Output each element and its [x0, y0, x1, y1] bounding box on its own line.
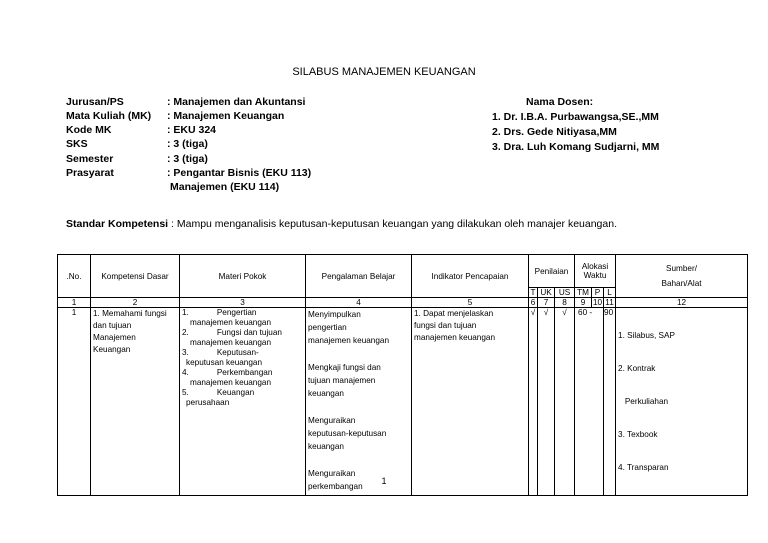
col-number: 5	[412, 298, 529, 308]
row-us-check: √	[555, 308, 575, 496]
syllabus-table	[57, 254, 748, 496]
row-materi: 1. Pengertian manajemen keuangan 2. Fungsi dan tujuan manajemen keuangan 3. Keputusan- keputusan keuangan 4. Perkembangan manajemen keuangan 5. Keuangan perusahaan	[180, 308, 306, 496]
col-number: 11	[605, 298, 614, 307]
row-p: 90	[604, 308, 616, 496]
course-info	[66, 95, 366, 205]
meta-row: Jurusan/PS : Manajemen dan Akuntansi	[66, 96, 306, 108]
header-sumber: Sumber/ Bahan/Alat	[616, 255, 748, 298]
col-number: 2	[91, 298, 180, 308]
subheader-us: US	[555, 288, 575, 298]
subheader-tm: TM	[575, 288, 592, 298]
header-no: .No.	[58, 255, 91, 298]
header-materi: Materi Pokok	[180, 255, 306, 298]
col-number: 12	[616, 298, 748, 308]
materi-item: 2. Fungsi dan tujuan	[182, 328, 282, 337]
col-number: 1	[58, 298, 91, 308]
competency-text: : Mampu menganalisis keputusan-keputusan keuangan yang dilakukan oleh manajer keuangan.	[168, 218, 617, 230]
col-number: 6	[529, 298, 538, 308]
row-no: 1	[58, 308, 91, 496]
page-title: SILABUS MANAJEMEN KEUANGAN	[292, 66, 476, 78]
col-number: 7	[538, 298, 555, 308]
col-number: 3	[180, 298, 306, 308]
meta-row: Semester : 3 (tiga)	[66, 153, 208, 165]
header-indikator: Indikator Pencapaian	[412, 255, 529, 298]
row-sumber: 1. Silabus, SAP 2. Kontrak Perkuliahan 3. Texbook 4. Transparan	[616, 308, 748, 496]
row-indikator: 1. Dapat menjelaskan fungsi dan tujuan manajemen keuangan	[412, 308, 529, 496]
meta-row: Kode MK : EKU 324	[66, 124, 217, 136]
col-number: 10	[592, 298, 603, 307]
row-t-check: √	[529, 308, 538, 496]
materi-item: 1. Pengertian	[182, 308, 257, 317]
meta-row: Prasyarat : Pengantar Bisnis (EKU 113)	[66, 167, 312, 179]
competency-label: Standar Kompetensi	[66, 218, 169, 230]
header-alokasi: Alokasi Waktu	[575, 255, 616, 288]
header-penilaian: Penilaian	[529, 255, 575, 288]
page-number: 1	[381, 476, 387, 486]
col-number: 8	[555, 298, 575, 308]
subheader-p: P	[592, 288, 604, 298]
lecturer-heading: Nama Dosen:	[526, 96, 594, 108]
row-uk-check: √	[538, 308, 555, 496]
lecturer-name: 1. Dr. I.B.A. Purbawangsa,SE.,MM	[492, 111, 659, 123]
header-pengalaman: Pengalaman Belajar	[306, 255, 412, 298]
subheader-t: T	[530, 288, 536, 297]
lecturer-name: 2. Drs. Gede Nitiyasa,MM	[492, 126, 617, 138]
meta-row: Mata Kuliah (MK) : Manajemen Keuangan	[66, 110, 285, 122]
meta-row: Manajemen (EKU 114)	[170, 181, 280, 193]
materi-item: 4. Perkembangan	[182, 368, 273, 377]
meta-row: SKS : 3 (tiga)	[66, 138, 208, 150]
subheader-l: L	[604, 288, 616, 298]
col-number: 4	[306, 298, 412, 308]
subheader-uk: UK	[538, 288, 555, 298]
materi-item: 5. Keuangan	[182, 388, 255, 397]
lecturer-name: 3. Dra. Luh Komang Sudjarni, MM	[492, 141, 660, 153]
row-tm: 60 -	[575, 308, 604, 496]
header-kompetensi: Kompetensi Dasar	[91, 255, 180, 298]
table-row	[58, 308, 748, 496]
competency-standard	[66, 218, 617, 230]
lecturer-list	[492, 95, 732, 155]
materi-item: 3. Keputusan-	[182, 348, 259, 357]
row-pengalaman: Menyimpulkan pengertian manajemen keuangan Mengkaji fungsi dan tujuan manajemen keuangan Menguraikan keputusan-keputusan keuangan Menguraikan perkembangan	[306, 308, 412, 496]
row-kompetensi: 1. Memahami fungsi dan tujuan Manajemen Keuangan	[91, 308, 180, 496]
col-number: 9	[575, 298, 592, 308]
